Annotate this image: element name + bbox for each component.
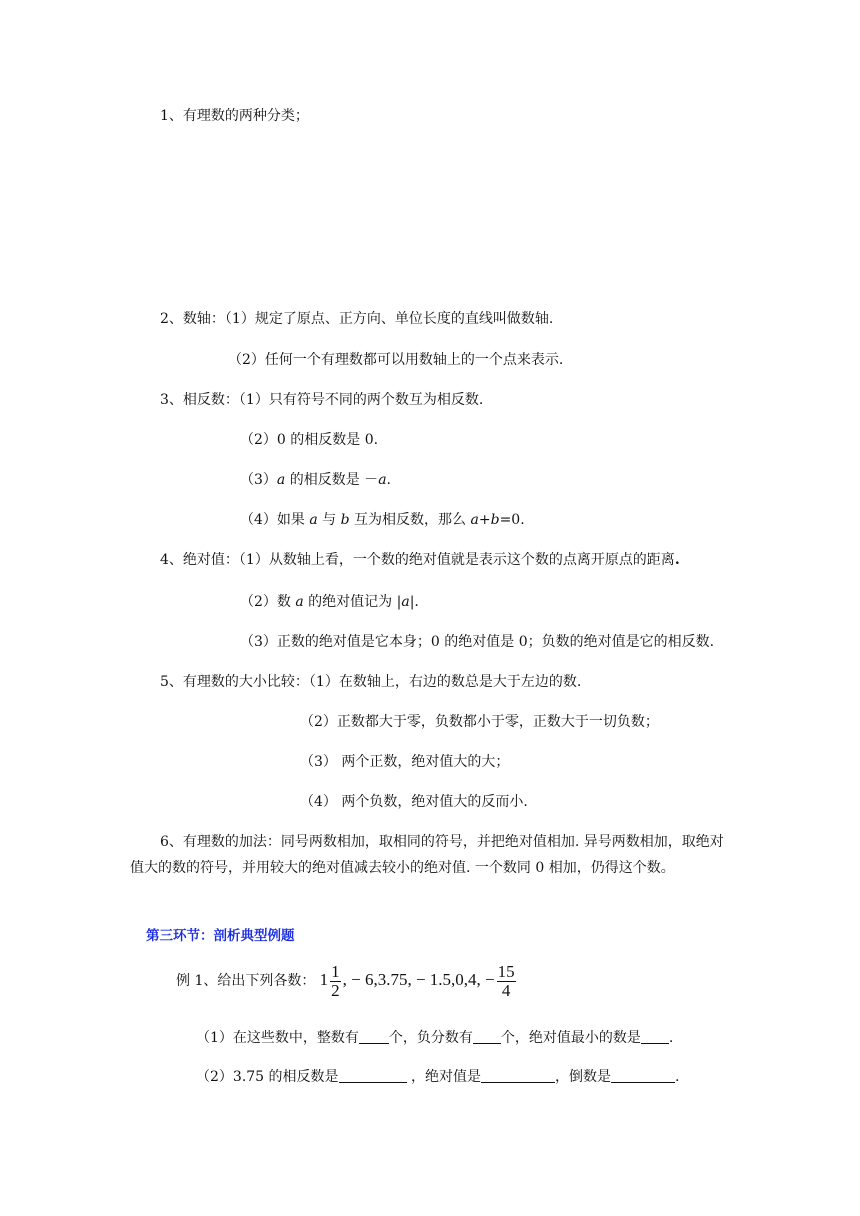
example-1-numbers: 例 1、给出下列各数： 1 $\frac{1}{2}$ , − 6,3.75, − 1.5,0,4, − $\frac{15}{4}$ (176, 961, 515, 1000)
answer-blank-min-absolute[interactable] (641, 1029, 669, 1044)
answer-blank-opposite[interactable] (339, 1068, 407, 1083)
question-1: （1）在这些数中，整数有 个，负分数有 个，绝对值最小的数是 . (196, 1030, 674, 1046)
fraction-one-half: $\frac{1}{2}$ (331, 961, 340, 1000)
item-3-opposite-line2: （2）0 的相反数是 0. (240, 432, 379, 448)
item-3-opposite-line4: （4）如果 a 与 b 互为相反数，那么 a+b=0. (240, 512, 525, 528)
item-5-compare-line1: 5、有理数的大小比较：（1）在数轴上，右边的数总是大于左边的数. (160, 674, 582, 690)
answer-blank-absolute-value[interactable] (481, 1068, 555, 1083)
item-3-opposite-line1: 3、相反数：（1）只有符号不同的两个数互为相反数. (160, 392, 484, 408)
item-6-addition-paragraph: 6、有理数的加法：同号两数相加，取相同的符号，并把绝对值相加. 异号两数相加，取绝对值大的数的符号，并用较大的绝对值减去较小的绝对值. 一个数同 0 相加，仍得这个数。 (130, 834, 724, 876)
answer-blank-negative-fractions[interactable] (473, 1029, 501, 1044)
item-2-number-line-line2: （2）任何一个有理数都可以用数轴上的一个点来表示. (228, 352, 564, 368)
item-4-absolute-line2: （2）数 a 的绝对值记为 |a|. (240, 594, 419, 610)
item-1-classification: 1、有理数的两种分类； (160, 108, 309, 124)
item-5-compare-line4: （4） 两个负数，绝对值大的反而小. (300, 794, 528, 810)
question-2: （2）3.75 的相反数是 ，绝对值是 ，倒数是 . (196, 1069, 680, 1085)
item-3-opposite-line3: （3）a 的相反数是 －a. (240, 472, 391, 488)
fraction-fifteen-fourths: $\frac{15}{4}$ (497, 961, 515, 1000)
item-2-number-line-line1: 2、数轴：（1）规定了原点、正方向、单位长度的直线叫做数轴. (160, 311, 554, 327)
item-5-compare-line2: （2）正数都大于零，负数都小于零，正数大于一切负数； (300, 714, 659, 730)
item-4-absolute-line3: （3）正数的绝对值是它本身；0 的绝对值是 0；负数的绝对值是它的相反数. (240, 634, 715, 650)
item-4-absolute-line1: 4、绝对值：（1）从数轴上看，一个数的绝对值就是表示这个数的点离开原点的距离. (160, 552, 680, 568)
answer-blank-reciprocal[interactable] (611, 1068, 675, 1083)
item-5-compare-line3: （3） 两个正数，绝对值大的大； (300, 754, 510, 770)
answer-blank-integers[interactable] (359, 1029, 389, 1044)
section-heading: 第三环节：剖析典型例题 (146, 928, 295, 944)
